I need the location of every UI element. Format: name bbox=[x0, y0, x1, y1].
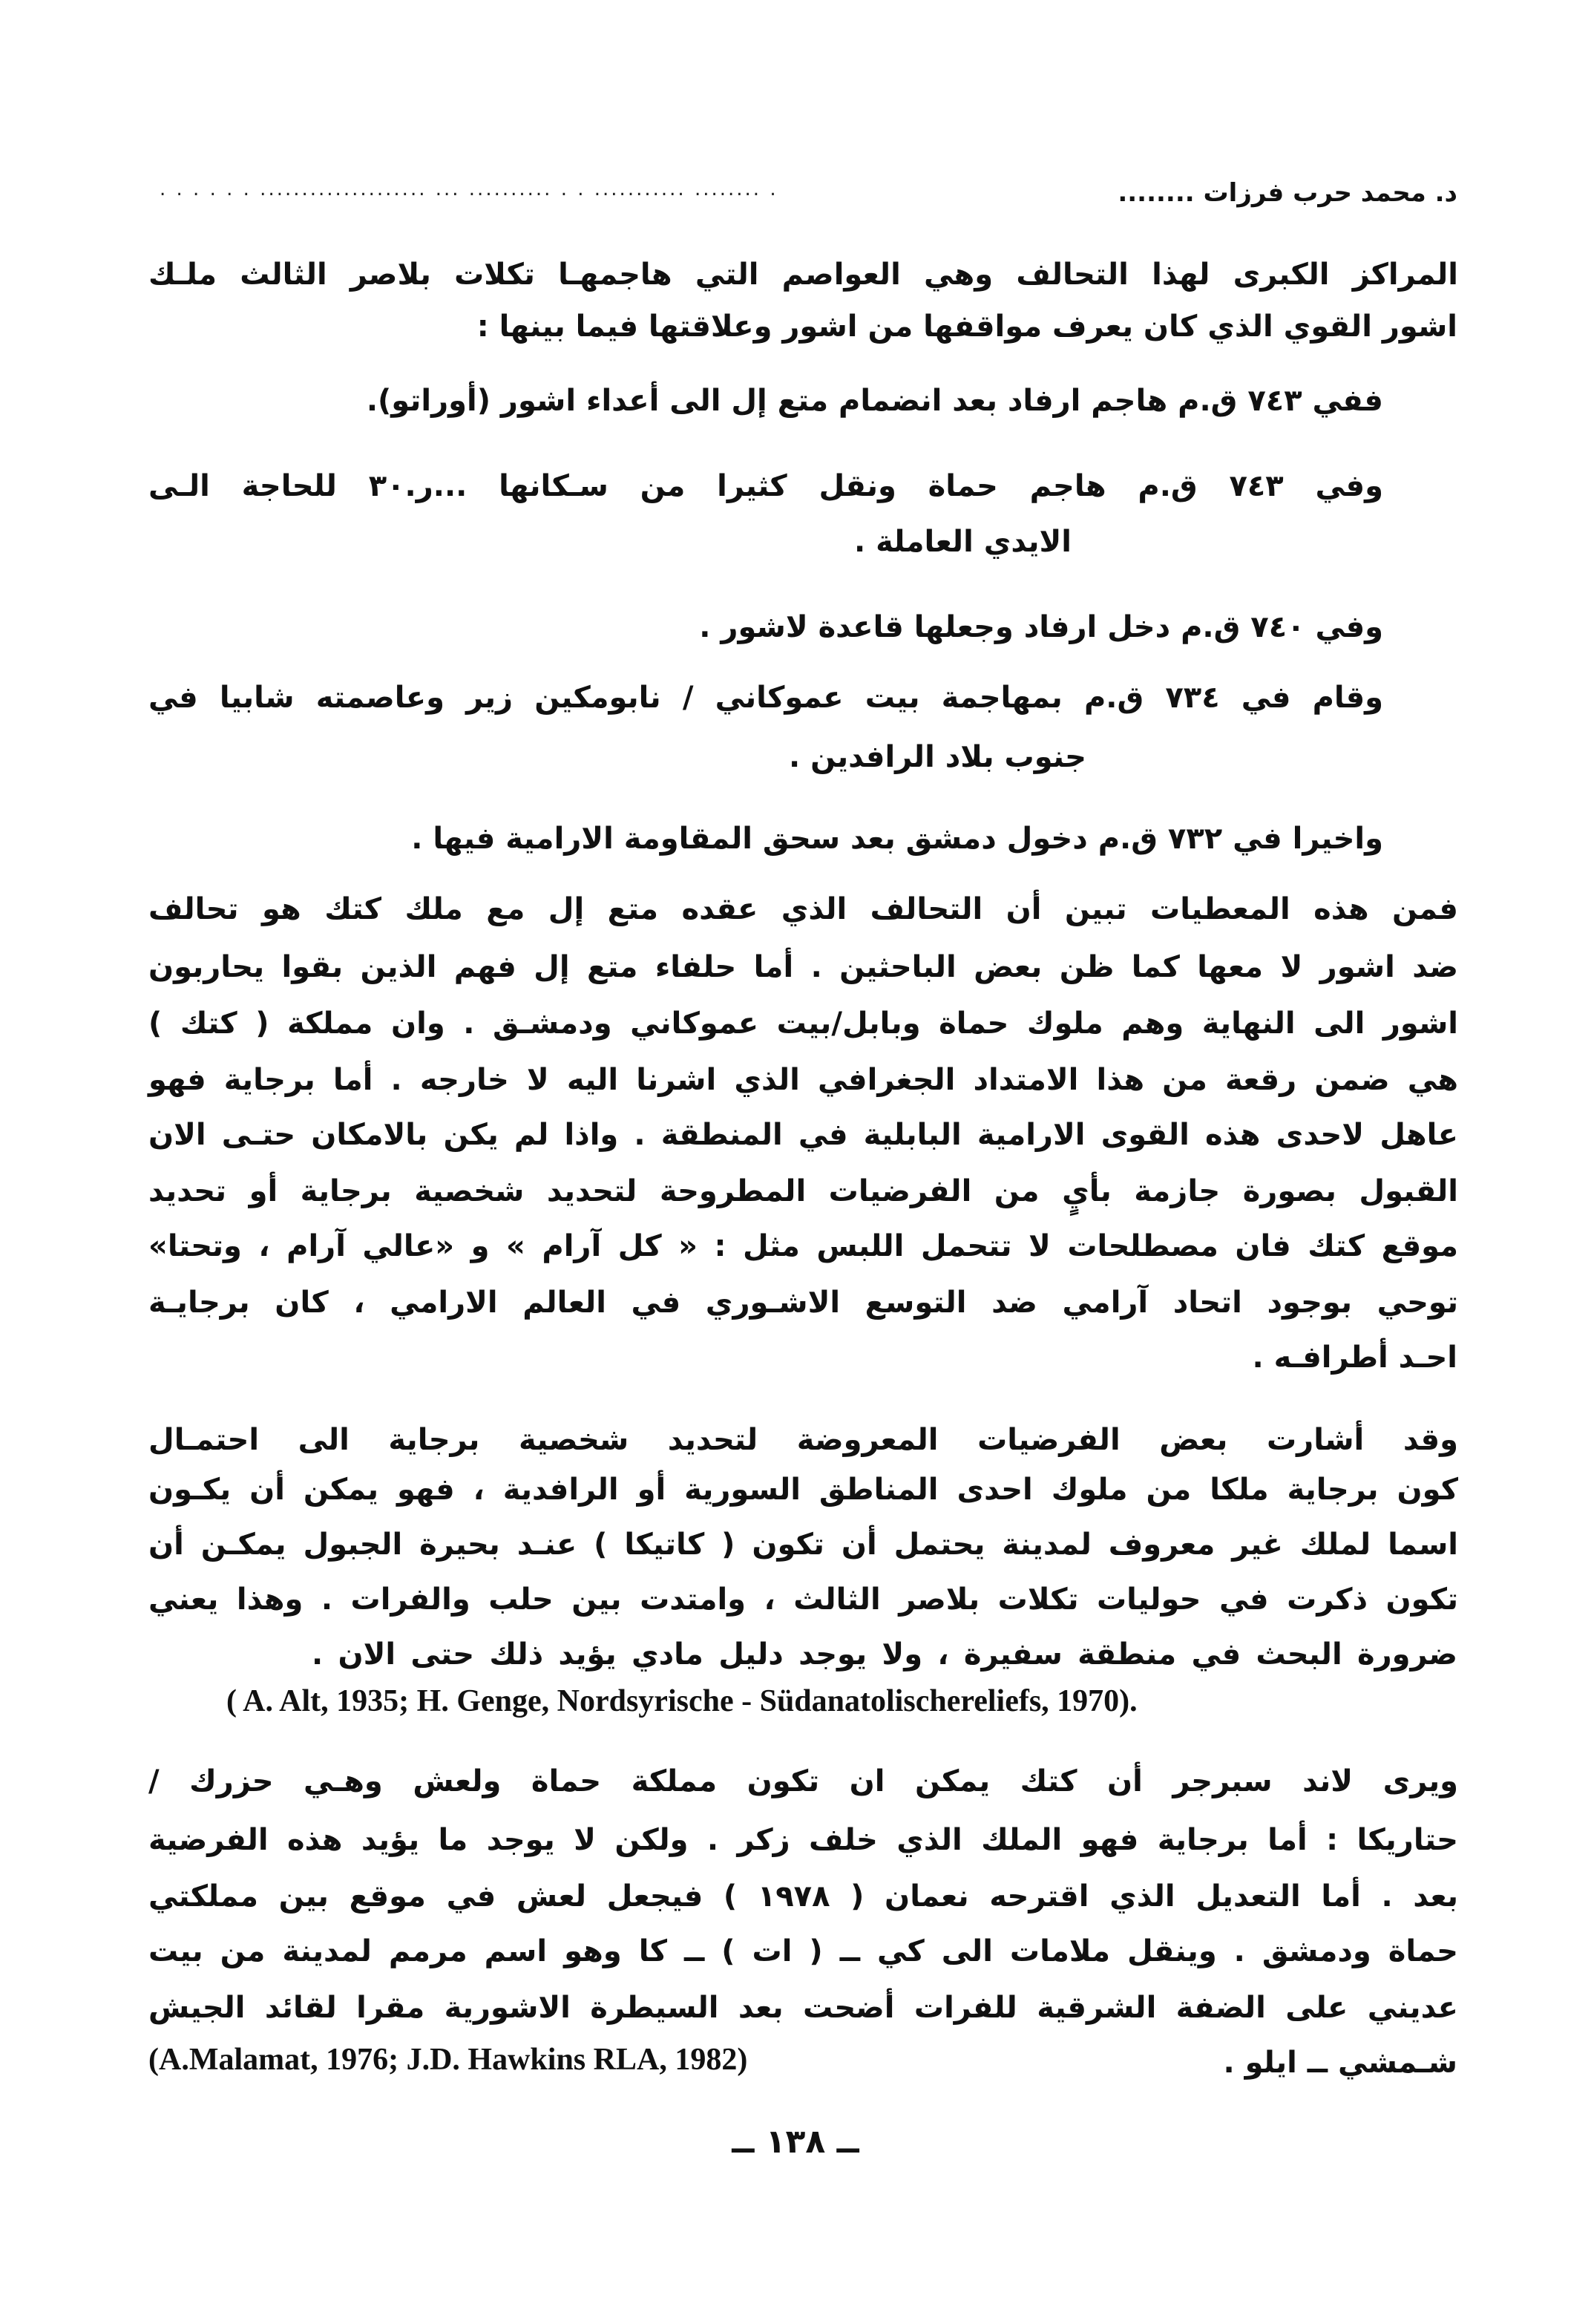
event-line: واخيرا في ٧٣٢ ق.م دخول دمشق بعد سحق المقاومة الارامية فيها . bbox=[411, 822, 1383, 856]
paragraph-line: موقع كتك فان مصطلحات لا تتحمل اللبس مثل : « كل آرام » و «عالي آرام ، وتحتا» bbox=[148, 1229, 1458, 1263]
paragraph-line: القبول بصورة جازمة بأيٍ من الفرضيات المطروحة لتحديد شخصية برجاية أو تحديد bbox=[148, 1174, 1458, 1208]
event-line: جنوب بلاد الرافدين . bbox=[789, 740, 1086, 774]
header-leader-dots: . . . . . . .................... ... .......... . . ........... ........ . bbox=[160, 178, 778, 200]
paragraph-line: اسما لملك غير معروف لمدينة يحتمل أن تكون ( كاتيكا ) عنـد بحيرة الجبول يمكـن أن bbox=[148, 1528, 1458, 1562]
paragraph-line: شـمشي ــ ايلو . bbox=[1223, 2046, 1457, 2080]
paragraph-line: توحي بوجود اتحاد آرامي ضد التوسع الاشـوري في العالم الارامي ، كان برجايـة bbox=[148, 1286, 1458, 1320]
event-line: ففي ٧٤٣ ق.م هاجم ارفاد بعد انضمام متع إل الى أعداء اشور (أوراتو). bbox=[366, 384, 1383, 418]
paragraph-line: ويرى لاند سبرجر أن كتك يمكن ان تكون مملكة حماة ولعش وهـي حزرك / bbox=[148, 1764, 1458, 1798]
paragraph-line: ضرورة البحث في منطقة سفيرة ، ولا يوجد دليل مادي يؤيد ذلك حتى الان . bbox=[312, 1637, 1457, 1672]
page-number: ــ ١٣٨ ــ bbox=[732, 2123, 859, 2161]
paragraph-line: كون برجاية ملكا من ملوك احدى المناطق السورية أو الرافدية ، فهو يمكن أن يكـون bbox=[148, 1473, 1458, 1507]
paragraph-line: هي ضمن رقعة من هذا الامتداد الجغرافي الذي اشرنا اليه لا خارجه . أما برجاية فهو bbox=[148, 1063, 1458, 1097]
event-line: الايدي العاملة . bbox=[853, 525, 1072, 559]
paragraph-line: عاهل لاحدى هذه القوى الارامية البابلية في المنطقة . واذا لم يكن بالامكان حتـى الان bbox=[148, 1118, 1458, 1152]
paragraph-line: وقد أشارت بعض الفرضيات المعروضة لتحديد شخصية برجاية الى احتمـال bbox=[148, 1423, 1458, 1457]
running-header-author: د. محمد حرب فرزات ........ bbox=[1118, 178, 1457, 208]
event-line: وفي ٧٤٠ ق.م دخل ارفاد وجعلها قاعدة لاشور . bbox=[699, 610, 1383, 644]
paragraph-line: حتاريكا : أما برجاية فهو الملك الذي خلف زكر . ولكن لا يوجد ما يؤيد هذه الفرضية bbox=[148, 1823, 1458, 1857]
intro-line: المراكز الكبرى لهذا التحالف وهي العواصم التي هاجمهـا تكلات بلاصر الثالث ملـك bbox=[148, 258, 1458, 292]
paragraph-line: اشور الى النهاية وهم ملوك حماة وبابل/بيت عموكاني ودمشـق . وان مملكة ( كتك ) bbox=[148, 1006, 1458, 1041]
paragraph-line: ضد اشور لا معها كما ظن بعض الباحثين . أما حلفاء متع إل فهم الذين بقوا يحاربون bbox=[148, 950, 1458, 984]
event-line: وقام في ٧٣٤ ق.م بمهاجمة بيت عموكاني / نابومكين زير وعاصمته شابيا في bbox=[148, 681, 1384, 715]
event-line: وفي ٧٤٣ ق.م هاجم حماة ونقل كثيرا من سـكانها ...ر.٣٠ للحاجة الـى bbox=[148, 469, 1383, 503]
paragraph-line: بعد . أما التعديل الذي اقترحه نعمان ( ١٩٧٨ ) فيجعل لعش في موقع بين مملكتي bbox=[148, 1879, 1458, 1914]
paragraph-line: فمن هذه المعطيات تبين أن التحالف الذي عقده متع إل مع ملك كتك هو تحالف bbox=[148, 892, 1458, 926]
reference-citation: (A.Malamat, 1976; J.D. Hawkins RLA, 1982) bbox=[148, 2043, 748, 2077]
paragraph-line: تكون ذكرت في حوليات تكلات بلاصر الثالث ، وامتدت بين حلب والفرات . وهذا يعني bbox=[148, 1582, 1458, 1617]
paragraph-line: احـد أطرافـه . bbox=[1252, 1341, 1457, 1375]
paragraph-line: عديني على الضفة الشرقية للفرات أضحت بعد السيطرة الاشورية مقرا لقائد الجيش bbox=[148, 1991, 1458, 2025]
paragraph-line: حماة ودمشق . وينقل ملامات الى كي ــ ( ات ) ــ كا وهو اسم مرمم لمدينة من بيت bbox=[148, 1934, 1458, 1968]
reference-citation: ( A. Alt, 1935; H. Genge, Nordsyrische - Südanatolischereliefs, 1970). bbox=[226, 1684, 1138, 1718]
intro-line: اشور القوي الذي كان يعرف مواقفها من اشور وعلاقتها فيما بينها : bbox=[476, 310, 1457, 344]
